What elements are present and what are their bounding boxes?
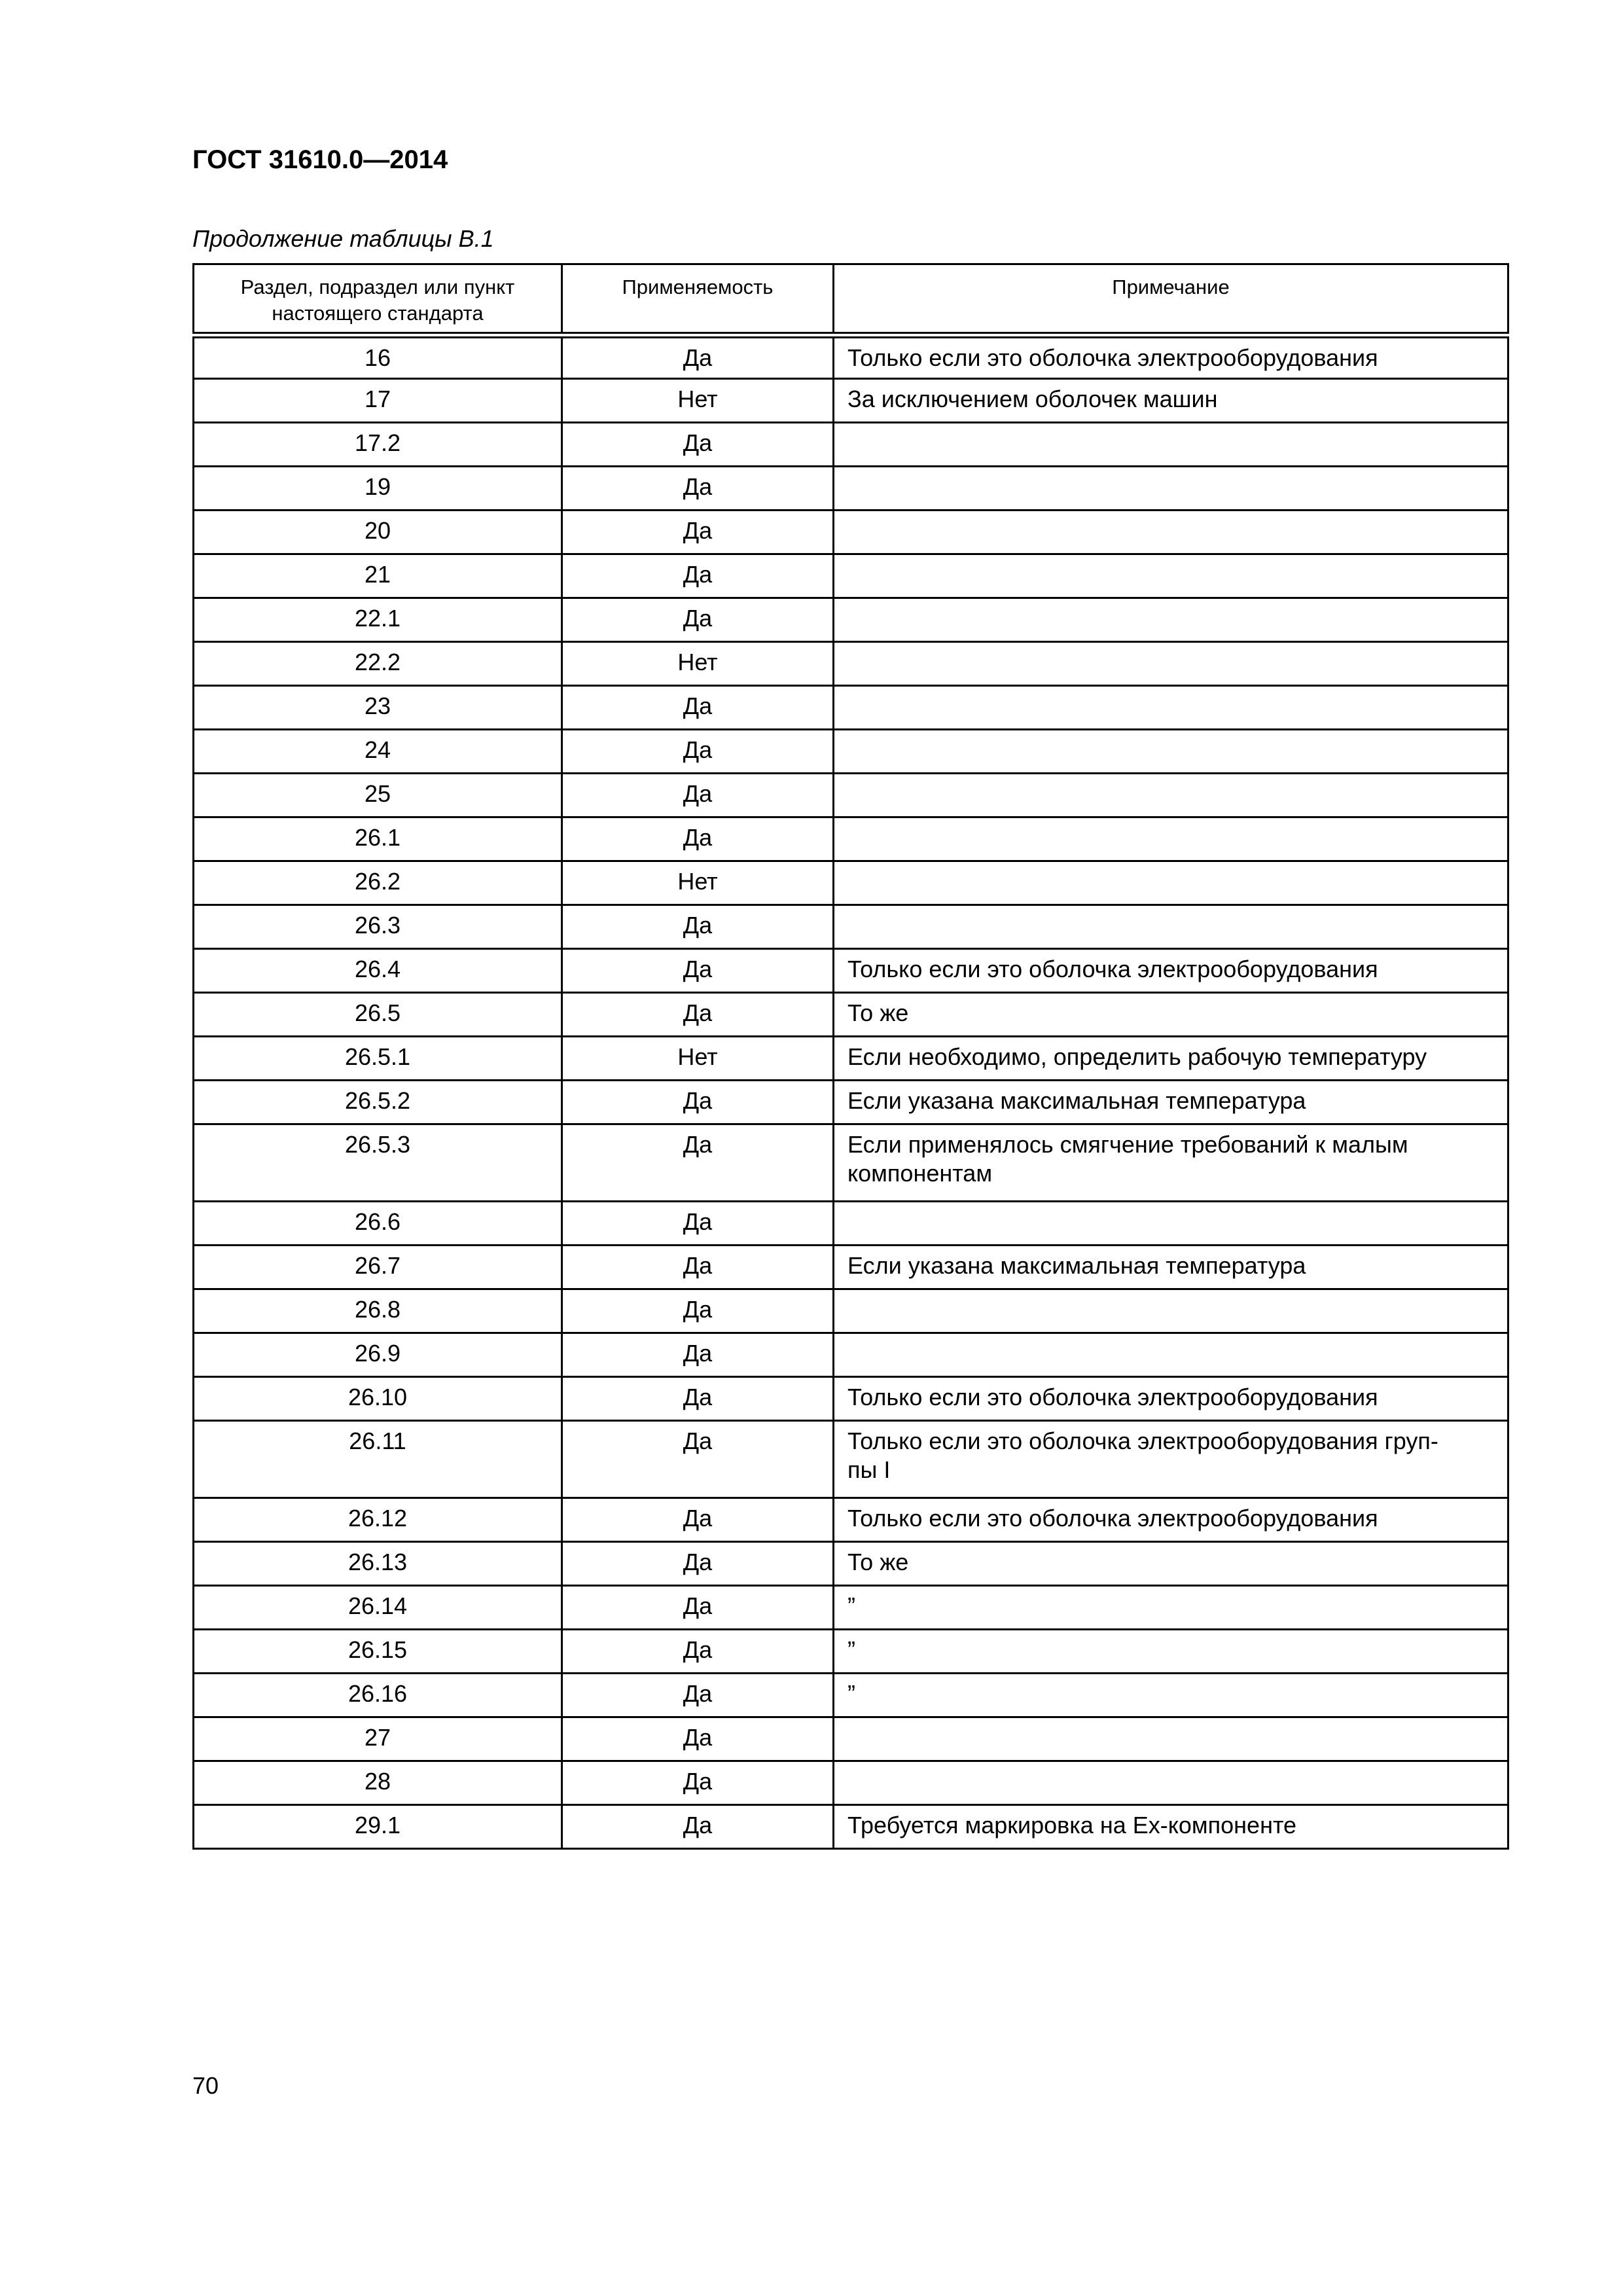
cell-section: 26.6 [194, 1202, 562, 1246]
cell-applicability: Да [562, 993, 834, 1037]
cell-note [834, 1717, 1508, 1761]
cell-applicability: Да [562, 467, 834, 511]
cell-note: Если применялось смягчение требований к малым компонентам [834, 1124, 1508, 1202]
cell-applicability: Да [562, 554, 834, 598]
cell-applicability: Да [562, 1761, 834, 1805]
cell-applicability: Да [562, 1805, 834, 1849]
cell-section: 23 [194, 686, 562, 730]
cell-applicability: Да [562, 686, 834, 730]
table-row [194, 1246, 1508, 1289]
cell-section: 26.8 [194, 1289, 562, 1333]
table-row [194, 598, 1508, 642]
cell-applicability: Да [562, 1630, 834, 1674]
cell-section: 24 [194, 730, 562, 774]
table-row [194, 642, 1508, 686]
cell-note [834, 905, 1508, 949]
cell-section: 29.1 [194, 1805, 562, 1849]
cell-note [834, 1333, 1508, 1377]
cell-section: 26.1 [194, 817, 562, 861]
cell-applicability: Да [562, 1674, 834, 1717]
cell-applicability: Да [562, 1246, 834, 1289]
cell-note: ” [834, 1630, 1508, 1674]
table-row [194, 861, 1508, 905]
cell-note: Только если это оболочка электрооборудования [834, 335, 1508, 379]
cell-section: 26.10 [194, 1377, 562, 1421]
cell-section: 17 [194, 379, 562, 423]
table-row [194, 554, 1508, 598]
cell-applicability: Да [562, 1421, 834, 1498]
cell-applicability: Да [562, 1081, 834, 1124]
cell-note [834, 1761, 1508, 1805]
table-row [194, 335, 1508, 379]
cell-applicability: Нет [562, 642, 834, 686]
cell-applicability: Да [562, 1289, 834, 1333]
cell-note: Если необходимо, определить рабочую температуру [834, 1037, 1508, 1081]
cell-applicability: Да [562, 949, 834, 993]
cell-note: Если указана максимальная температура [834, 1081, 1508, 1124]
cell-note: Только если это оболочка электрооборудования [834, 1498, 1508, 1542]
cell-note [834, 642, 1508, 686]
table-row [194, 1805, 1508, 1849]
cell-section: 26.5 [194, 993, 562, 1037]
table-row [194, 730, 1508, 774]
cell-applicability: Да [562, 817, 834, 861]
cell-section: 26.2 [194, 861, 562, 905]
cell-note: Требуется маркировка на Ex-компоненте [834, 1805, 1508, 1849]
table-row [194, 1761, 1508, 1805]
table-row [194, 1421, 1508, 1498]
table-row [194, 817, 1508, 861]
cell-note: За исключением оболочек машин [834, 379, 1508, 423]
applicability-table [192, 263, 1509, 1850]
table-row [194, 905, 1508, 949]
cell-applicability: Нет [562, 861, 834, 905]
cell-note [834, 423, 1508, 467]
cell-note: То же [834, 993, 1508, 1037]
table-row [194, 686, 1508, 730]
cell-note: ” [834, 1586, 1508, 1630]
table-row [194, 1717, 1508, 1761]
cell-section: 25 [194, 774, 562, 817]
page-number: 70 [192, 2072, 219, 2099]
cell-note [834, 598, 1508, 642]
cell-applicability: Да [562, 1586, 834, 1630]
cell-applicability: Да [562, 598, 834, 642]
cell-section: 22.1 [194, 598, 562, 642]
cell-applicability: Да [562, 1542, 834, 1586]
cell-section: 26.13 [194, 1542, 562, 1586]
cell-applicability: Да [562, 774, 834, 817]
table-row [194, 1586, 1508, 1630]
cell-applicability: Нет [562, 1037, 834, 1081]
table-caption: Продолжение таблицы В.1 [192, 225, 494, 252]
table-row [194, 1202, 1508, 1246]
cell-section: 17.2 [194, 423, 562, 467]
cell-section: 26.9 [194, 1333, 562, 1377]
cell-applicability: Да [562, 1124, 834, 1202]
cell-section: 26.11 [194, 1421, 562, 1498]
table-row [194, 1037, 1508, 1081]
cell-section: 27 [194, 1717, 562, 1761]
cell-note [834, 817, 1508, 861]
cell-section: 28 [194, 1761, 562, 1805]
cell-section: 26.7 [194, 1246, 562, 1289]
cell-section: 26.5.2 [194, 1081, 562, 1124]
table-row [194, 1333, 1508, 1377]
table-row [194, 423, 1508, 467]
cell-applicability: Да [562, 1377, 834, 1421]
cell-section: 20 [194, 511, 562, 554]
cell-note: То же [834, 1542, 1508, 1586]
cell-section: 26.14 [194, 1586, 562, 1630]
table-row [194, 1124, 1508, 1202]
table-row [194, 467, 1508, 511]
cell-note: Если указана максимальная температура [834, 1246, 1508, 1289]
cell-note [834, 467, 1508, 511]
cell-section: 21 [194, 554, 562, 598]
table-header-row [194, 264, 1508, 335]
cell-note: Только если это оболочка электрооборудования [834, 949, 1508, 993]
cell-note [834, 554, 1508, 598]
cell-note [834, 730, 1508, 774]
cell-applicability: Да [562, 1717, 834, 1761]
table-body [194, 335, 1508, 1849]
cell-applicability: Да [562, 1202, 834, 1246]
cell-section: 22.2 [194, 642, 562, 686]
cell-applicability: Да [562, 335, 834, 379]
cell-applicability: Да [562, 423, 834, 467]
cell-applicability: Да [562, 905, 834, 949]
cell-note: Только если это оболочка электрооборудования [834, 1377, 1508, 1421]
cell-section: 26.12 [194, 1498, 562, 1542]
cell-note [834, 686, 1508, 730]
table-row [194, 379, 1508, 423]
cell-section: 26.4 [194, 949, 562, 993]
header-applicability: Применяемость [562, 264, 834, 335]
cell-section: 26.16 [194, 1674, 562, 1717]
table-row [194, 1081, 1508, 1124]
document-title: ГОСТ 31610.0—2014 [192, 145, 448, 174]
cell-note [834, 1289, 1508, 1333]
cell-section: 26.15 [194, 1630, 562, 1674]
cell-section: 26.5.1 [194, 1037, 562, 1081]
cell-applicability: Да [562, 730, 834, 774]
table-row [194, 993, 1508, 1037]
cell-section: 16 [194, 335, 562, 379]
cell-applicability: Да [562, 1333, 834, 1377]
table-row [194, 1542, 1508, 1586]
table-row [194, 1674, 1508, 1717]
table-row [194, 1289, 1508, 1333]
header-note: Примечание [834, 264, 1508, 335]
cell-note [834, 511, 1508, 554]
cell-applicability: Нет [562, 379, 834, 423]
cell-note: Только если это оболочка электрооборудования груп- пы I [834, 1421, 1508, 1498]
table-row [194, 774, 1508, 817]
cell-applicability: Да [562, 1498, 834, 1542]
table-row [194, 1498, 1508, 1542]
cell-section: 19 [194, 467, 562, 511]
cell-note [834, 1202, 1508, 1246]
table-row [194, 949, 1508, 993]
table-row [194, 511, 1508, 554]
cell-note [834, 774, 1508, 817]
header-section: Раздел, подраздел или пункт настоящего стандарта [194, 264, 562, 335]
cell-note: ” [834, 1674, 1508, 1717]
cell-note [834, 861, 1508, 905]
table-row [194, 1377, 1508, 1421]
cell-applicability: Да [562, 511, 834, 554]
table-row [194, 1630, 1508, 1674]
cell-section: 26.3 [194, 905, 562, 949]
cell-section: 26.5.3 [194, 1124, 562, 1202]
